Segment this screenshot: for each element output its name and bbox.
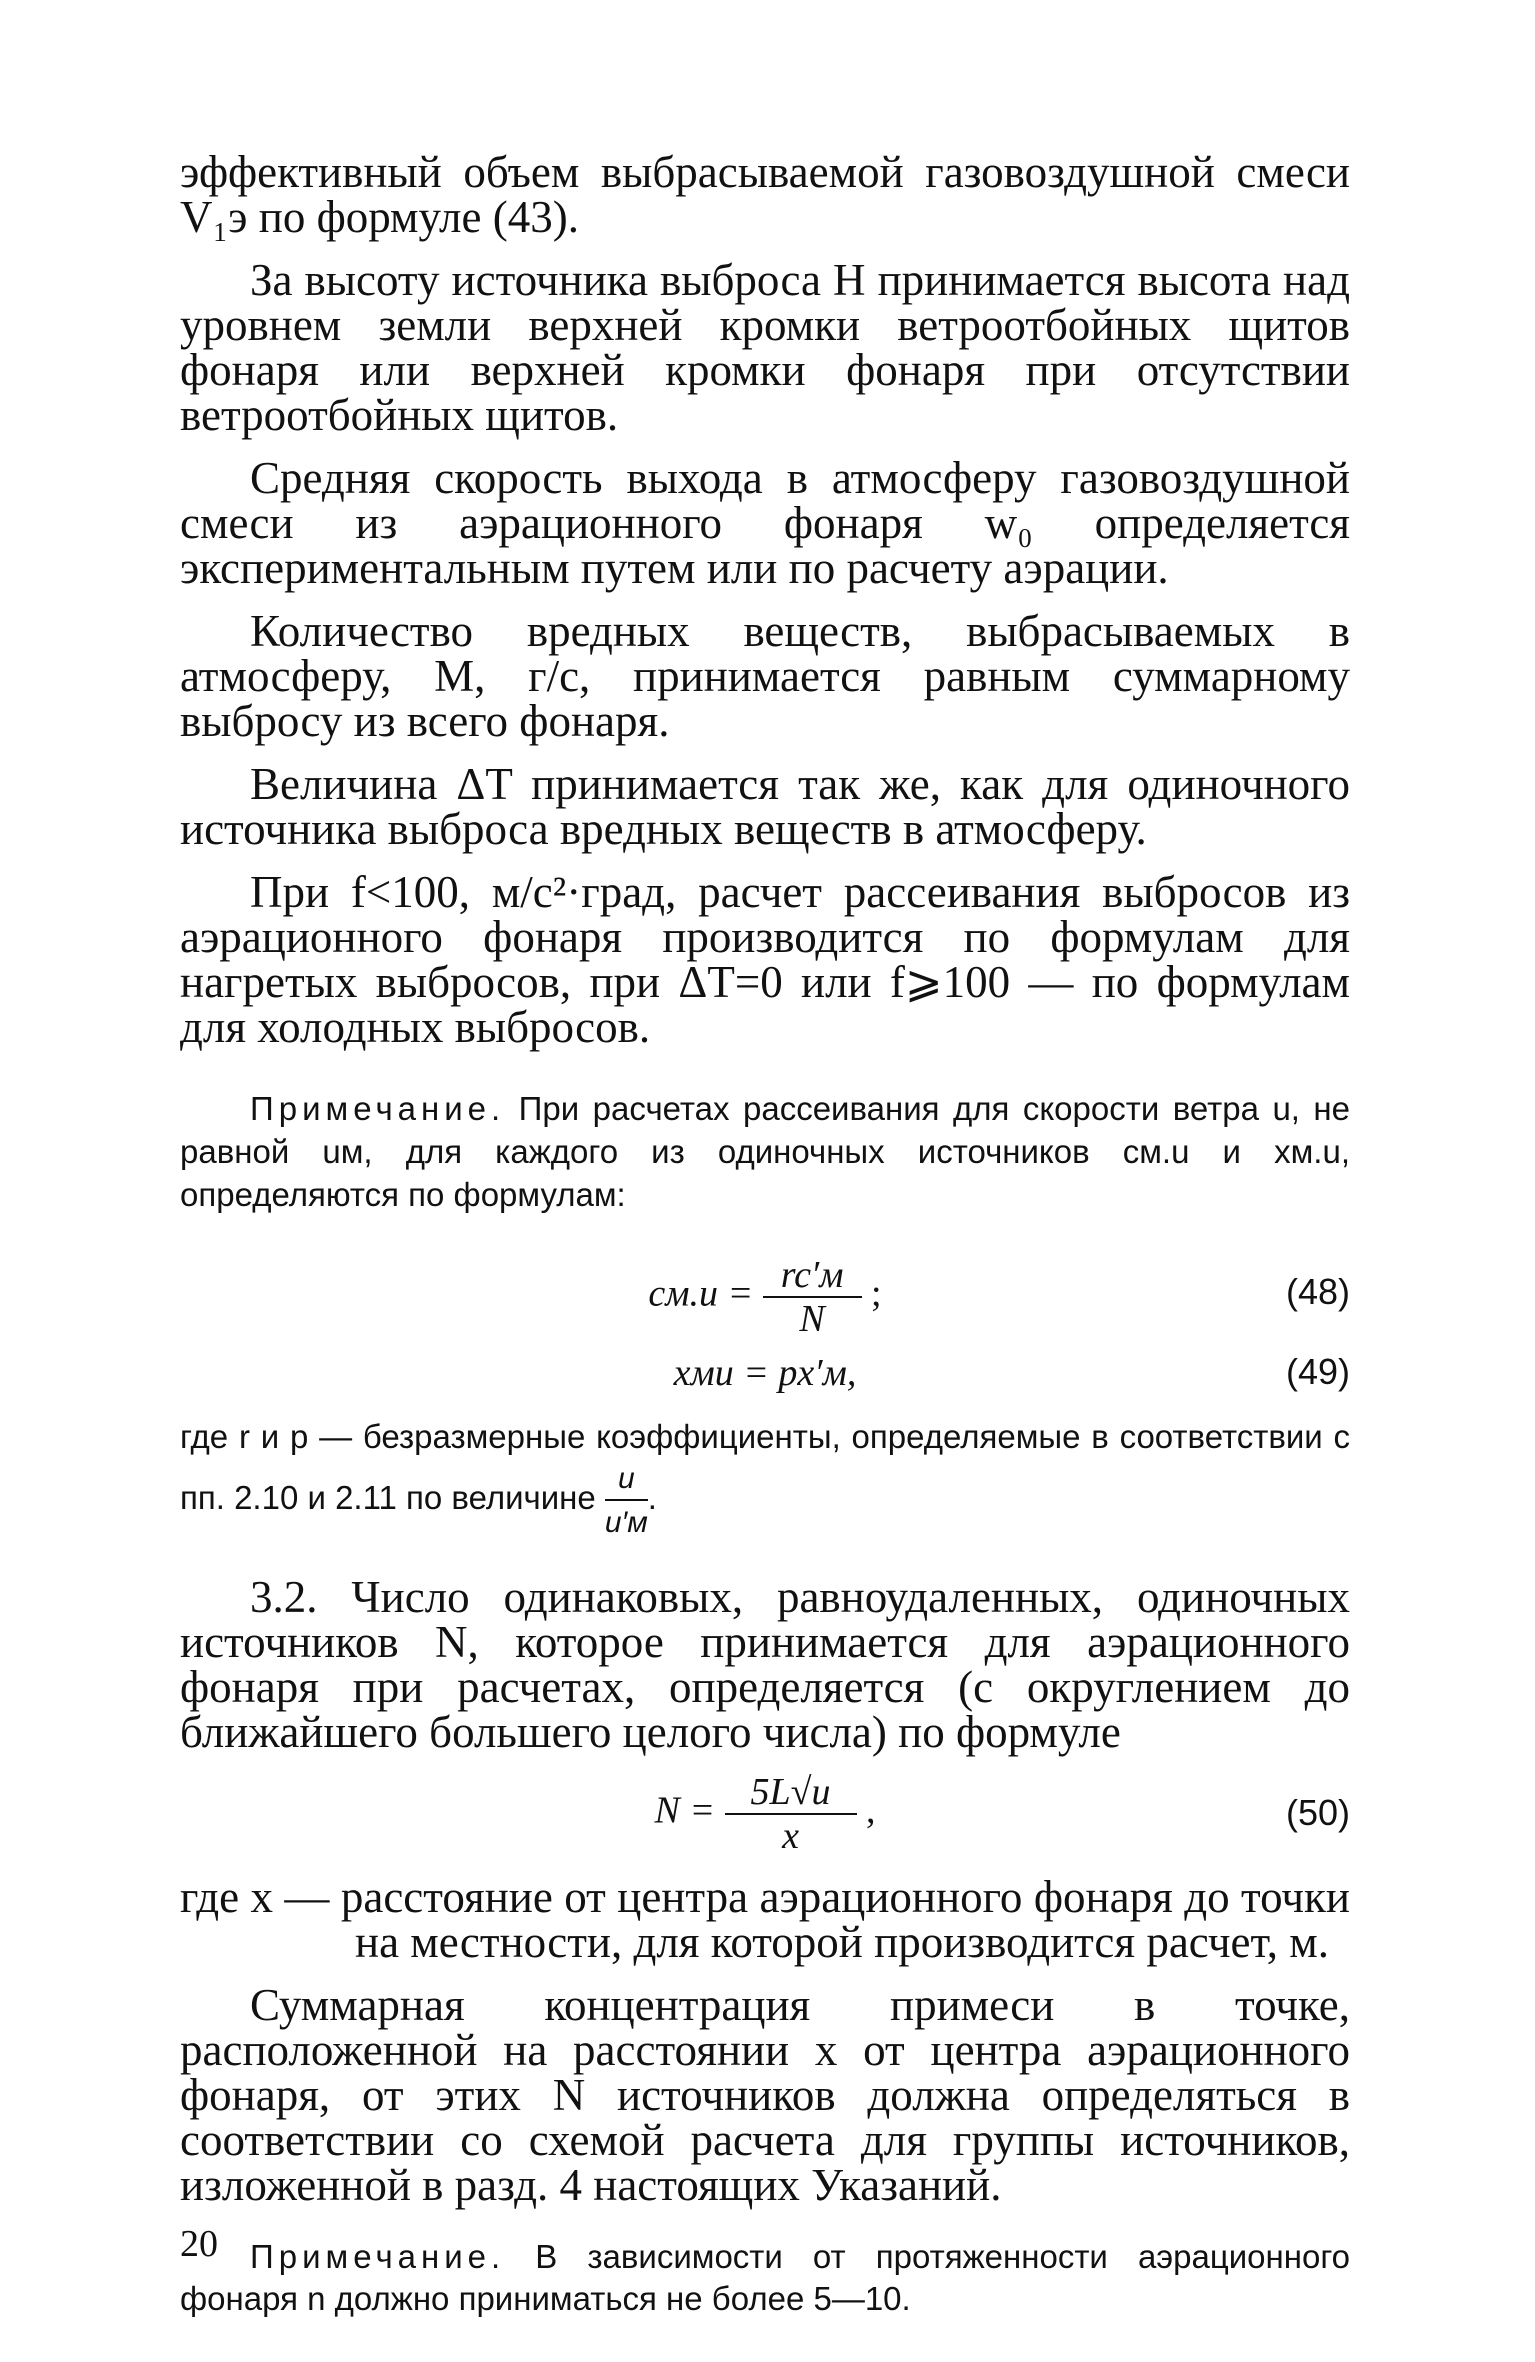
note-2-lead: Примечание. xyxy=(250,2237,506,2275)
formula-49 xyxy=(180,1350,1350,1408)
where-1-tail: . xyxy=(647,1478,657,1516)
page-number: 20 xyxy=(180,2223,218,2265)
formula-48-number: (48) xyxy=(1285,1270,1350,1312)
note-1-lead: Примечание. xyxy=(250,1090,506,1127)
paragraph-7: Суммарная концентрация примеси в точке, расположенной на расстоянии x от центра аэрационного фонаря, от этих N источников должна определяться в соответствии со схемой расчета для группы источников, изложенной в разд. 4 настоящих Указаний. xyxy=(180,1979,1350,2210)
formula-50-lhs: N = xyxy=(654,1789,715,1832)
where-1-text: где r и p — безразмерные коэффициенты, определяемые в соответствии с пп. 2.10 и 2.11 по величине xyxy=(180,1417,1350,1516)
paragraph-5: Величина ΔT принимается так же, как для одиночного источника выброса вредных веществ в атмосферу. xyxy=(180,759,1350,854)
paragraph-6: При f<100, м/с²·град, расчет рассеивания выбросов из аэрационного фонаря производится по формулам для нагретых выбросов, при ΔT=0 или f⩾100 — по формулам для холодных выбросов. xyxy=(180,867,1350,1052)
formula-48-denominator: N xyxy=(799,1297,825,1340)
formula-48 xyxy=(180,1250,1350,1350)
formula-50-fraction xyxy=(725,1770,857,1857)
where-1-fraction xyxy=(605,1459,648,1542)
formula-50-numerator: 5L√u xyxy=(725,1773,857,1815)
where-clause-2: где x — расстояние от центра аэрационного фонаря до точки на местности, для которой производится расчет, м. xyxy=(180,1871,1350,1967)
note-1 xyxy=(180,1088,1350,1217)
paragraph-2: За высоту источника выброса H принимается высота над уровнем земли верхней кромки ветроотбойных щитов фонаря или верхней кромки фонаря при отсутствии ветроотбойных щитов. xyxy=(180,255,1350,440)
note-2 xyxy=(180,2236,1350,2322)
formula-48-lhs: cм.u = xyxy=(648,1272,754,1315)
paragraph-1: эффективный объем выбрасываемой газовоздушной смеси V₁э по формуле (43). xyxy=(180,147,1350,242)
section-3-2: 3.2. Число одинаковых, равноудаленных, одиночных источников N, которое принимается для аэрационного фонаря при расчетах, определяется (с округлением до ближайшего большего целого числа) по формуле xyxy=(180,1571,1350,1757)
formula-50-number: (50) xyxy=(1285,1791,1350,1833)
where-clause-1 xyxy=(180,1416,1350,1542)
formula-50-denominator: x xyxy=(782,1814,799,1857)
where-1-numerator: u xyxy=(605,1459,648,1501)
note-1-text: При расчетах рассеивания для скорости ветра u, не равной uм, для каждого из одиночных источников cм.u и xм.u, определяются по формулам: xyxy=(180,1090,1351,1213)
formula-49-expr: xмu = px′м, xyxy=(673,1351,857,1394)
formula-50-tail: , xyxy=(866,1789,876,1832)
formula-50 xyxy=(180,1765,1350,1875)
formula-49-number: (49) xyxy=(1285,1350,1350,1392)
paragraph-3: Средняя скорость выхода в атмосферу газовоздушной смеси из аэрационного фонаря w₀ определяется экспериментальным путем или по расчету аэрации. xyxy=(180,453,1350,593)
formula-48-tail: ; xyxy=(871,1272,882,1315)
formula-48-numerator: rc′м xyxy=(763,1256,862,1298)
document-page xyxy=(180,147,1351,2330)
formula-48-fraction xyxy=(763,1253,862,1340)
note-2-text: В зависимости от протяженности аэрационного фонаря n должно приниматься не более 5—10. xyxy=(180,2237,1351,2318)
where-1-denominator: u′м xyxy=(604,1505,648,1539)
paragraph-4: Количество вредных веществ, выбрасываемых в атмосферу, M, г/с, принимается равным суммарному выбросу из всего фонаря. xyxy=(180,606,1350,746)
